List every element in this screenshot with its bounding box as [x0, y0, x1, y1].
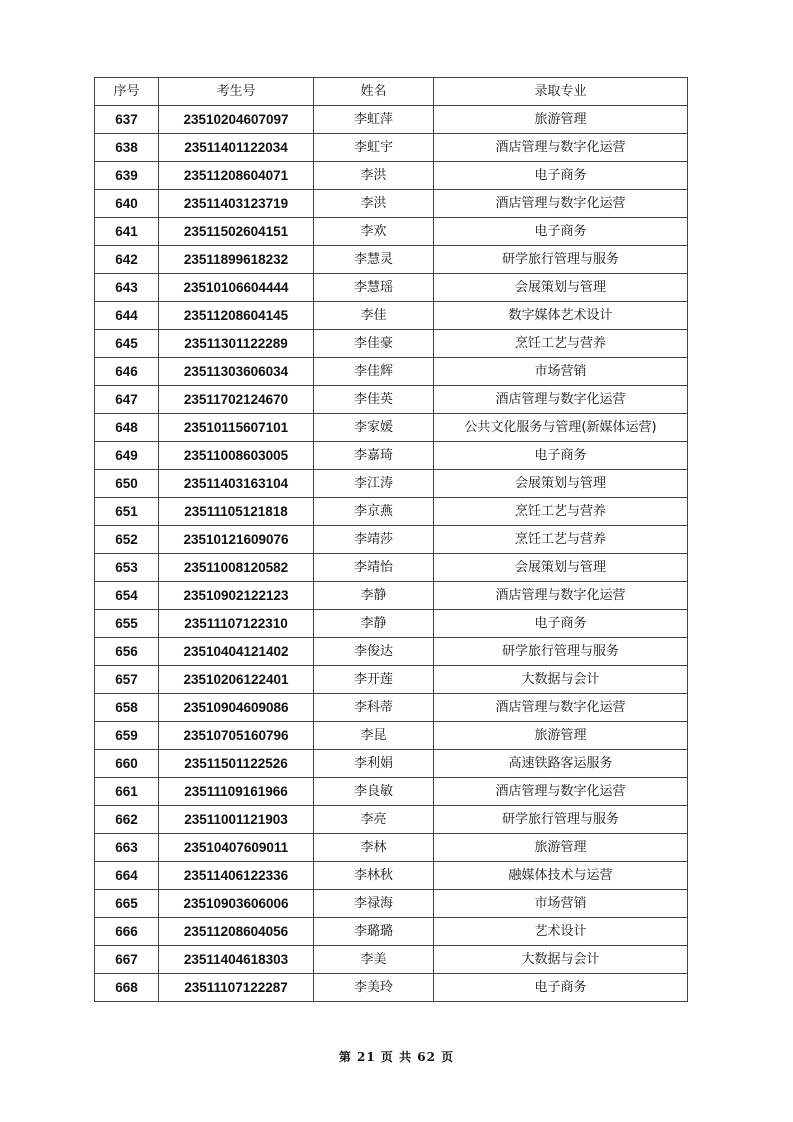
- row-index: 638: [95, 134, 159, 162]
- table-row: [95, 694, 688, 722]
- student-name: 李佳辉: [314, 358, 434, 386]
- table-row: [95, 134, 688, 162]
- exam-number: 23511403163104: [159, 470, 314, 498]
- exam-number: 23511501122526: [159, 750, 314, 778]
- table-row: [95, 414, 688, 442]
- student-name: 李虹宇: [314, 134, 434, 162]
- table-row: [95, 638, 688, 666]
- exam-number: 23511001121903: [159, 806, 314, 834]
- admitted-major: 艺术设计: [434, 918, 688, 946]
- admitted-major: 会展策划与管理: [434, 554, 688, 582]
- exam-number: 23511899618232: [159, 246, 314, 274]
- table-row: [95, 302, 688, 330]
- row-index: 666: [95, 918, 159, 946]
- page-footer: 第 21 页 共 62 页: [338, 1050, 455, 1064]
- row-index: 649: [95, 442, 159, 470]
- table-row: [95, 526, 688, 554]
- table-row: [95, 386, 688, 414]
- row-index: 656: [95, 638, 159, 666]
- row-index: 647: [95, 386, 159, 414]
- admitted-major: 电子商务: [434, 442, 688, 470]
- row-index: 650: [95, 470, 159, 498]
- admitted-major: 高速铁路客运服务: [434, 750, 688, 778]
- admitted-major: 旅游管理: [434, 722, 688, 750]
- table-row: [95, 106, 688, 134]
- admitted-major: 酒店管理与数字化运营: [434, 778, 688, 806]
- student-name: 李江涛: [314, 470, 434, 498]
- student-name: 李俊达: [314, 638, 434, 666]
- row-index: 643: [95, 274, 159, 302]
- admitted-major: 酒店管理与数字化运营: [434, 582, 688, 610]
- exam-number: 23511105121818: [159, 498, 314, 526]
- table-row: [95, 946, 688, 974]
- table-row: [95, 974, 688, 1002]
- header-major: 录取专业: [434, 78, 688, 106]
- exam-number: 23510705160796: [159, 722, 314, 750]
- student-name: 李开莲: [314, 666, 434, 694]
- admitted-major: 旅游管理: [434, 834, 688, 862]
- row-index: 661: [95, 778, 159, 806]
- admitted-major: 酒店管理与数字化运营: [434, 190, 688, 218]
- admitted-major: 数字媒体艺术设计: [434, 302, 688, 330]
- row-index: 648: [95, 414, 159, 442]
- student-name: 李洪: [314, 190, 434, 218]
- admitted-major: 研学旅行管理与服务: [434, 638, 688, 666]
- student-name: 李亮: [314, 806, 434, 834]
- row-index: 654: [95, 582, 159, 610]
- row-index: 640: [95, 190, 159, 218]
- admitted-major: 公共文化服务与管理(新媒体运营): [434, 414, 688, 442]
- admitted-major: 大数据与会计: [434, 946, 688, 974]
- exam-number: 23511208604145: [159, 302, 314, 330]
- table-row: [95, 498, 688, 526]
- student-name: 李虹萍: [314, 106, 434, 134]
- row-index: 642: [95, 246, 159, 274]
- admitted-major: 市场营销: [434, 358, 688, 386]
- table-row: [95, 470, 688, 498]
- exam-number: 23511208604056: [159, 918, 314, 946]
- student-name: 李禄海: [314, 890, 434, 918]
- admitted-major: 电子商务: [434, 974, 688, 1002]
- table-row: [95, 890, 688, 918]
- student-name: 李林秋: [314, 862, 434, 890]
- student-name: 李美玲: [314, 974, 434, 1002]
- admitted-major: 电子商务: [434, 218, 688, 246]
- exam-number: 23511208604071: [159, 162, 314, 190]
- admitted-major: 融媒体技术与运营: [434, 862, 688, 890]
- table-row: [95, 778, 688, 806]
- exam-number: 23511107122287: [159, 974, 314, 1002]
- table-row: [95, 666, 688, 694]
- student-name: 李京燕: [314, 498, 434, 526]
- row-index: 657: [95, 666, 159, 694]
- row-index: 662: [95, 806, 159, 834]
- table-row: [95, 862, 688, 890]
- row-index: 644: [95, 302, 159, 330]
- student-name: 李良敏: [314, 778, 434, 806]
- student-name: 李璐璐: [314, 918, 434, 946]
- admitted-major: 研学旅行管理与服务: [434, 246, 688, 274]
- table-row: [95, 554, 688, 582]
- exam-number: 23511401122034: [159, 134, 314, 162]
- row-index: 653: [95, 554, 159, 582]
- row-index: 663: [95, 834, 159, 862]
- student-name: 李洪: [314, 162, 434, 190]
- admitted-major: 会展策划与管理: [434, 470, 688, 498]
- student-name: 李嘉琦: [314, 442, 434, 470]
- row-index: 641: [95, 218, 159, 246]
- exam-number: 23510206122401: [159, 666, 314, 694]
- row-index: 639: [95, 162, 159, 190]
- exam-number: 23510204607097: [159, 106, 314, 134]
- student-name: 李慧灵: [314, 246, 434, 274]
- table-row: [95, 330, 688, 358]
- table-row: [95, 834, 688, 862]
- table-row: [95, 582, 688, 610]
- row-index: 645: [95, 330, 159, 358]
- table-row: [95, 162, 688, 190]
- exam-number: 23510904609086: [159, 694, 314, 722]
- student-name: 李佳: [314, 302, 434, 330]
- exam-number: 23511301122289: [159, 330, 314, 358]
- exam-number: 23511303606034: [159, 358, 314, 386]
- admitted-major: 研学旅行管理与服务: [434, 806, 688, 834]
- exam-number: 23511107122310: [159, 610, 314, 638]
- exam-number: 23510106604444: [159, 274, 314, 302]
- table-row: [95, 806, 688, 834]
- admitted-major: 烹饪工艺与营养: [434, 330, 688, 358]
- header-index: 序号: [95, 78, 159, 106]
- table-row: [95, 722, 688, 750]
- row-index: 651: [95, 498, 159, 526]
- exam-number: 23511404618303: [159, 946, 314, 974]
- exam-number: 23511008603005: [159, 442, 314, 470]
- student-name: 李昆: [314, 722, 434, 750]
- student-name: 李欢: [314, 218, 434, 246]
- exam-number: 23511502604151: [159, 218, 314, 246]
- row-index: 664: [95, 862, 159, 890]
- row-index: 658: [95, 694, 159, 722]
- row-index: 667: [95, 946, 159, 974]
- admitted-major: 会展策划与管理: [434, 274, 688, 302]
- exam-number: 23510115607101: [159, 414, 314, 442]
- table-row: [95, 358, 688, 386]
- table-row: [95, 918, 688, 946]
- table-row: [95, 442, 688, 470]
- row-index: 660: [95, 750, 159, 778]
- row-index: 646: [95, 358, 159, 386]
- student-name: 李美: [314, 946, 434, 974]
- table-row: [95, 190, 688, 218]
- row-index: 637: [95, 106, 159, 134]
- table-row: [95, 610, 688, 638]
- student-name: 李佳英: [314, 386, 434, 414]
- admitted-major: 烹饪工艺与营养: [434, 498, 688, 526]
- admitted-major: 电子商务: [434, 162, 688, 190]
- admitted-major: 酒店管理与数字化运营: [434, 386, 688, 414]
- exam-number: 23511403123719: [159, 190, 314, 218]
- row-index: 652: [95, 526, 159, 554]
- student-name: 李家媛: [314, 414, 434, 442]
- student-name: 李靖莎: [314, 526, 434, 554]
- admitted-major: 烹饪工艺与营养: [434, 526, 688, 554]
- admitted-major: 旅游管理: [434, 106, 688, 134]
- exam-number: 23510903606006: [159, 890, 314, 918]
- student-name: 李靖怡: [314, 554, 434, 582]
- admission-table: [94, 77, 688, 1002]
- student-name: 李利娟: [314, 750, 434, 778]
- student-name: 李静: [314, 582, 434, 610]
- table-row: [95, 218, 688, 246]
- student-name: 李静: [314, 610, 434, 638]
- row-index: 659: [95, 722, 159, 750]
- admitted-major: 酒店管理与数字化运营: [434, 694, 688, 722]
- exam-number: 23511008120582: [159, 554, 314, 582]
- exam-number: 23510407609011: [159, 834, 314, 862]
- admitted-major: 市场营销: [434, 890, 688, 918]
- student-name: 李佳豪: [314, 330, 434, 358]
- exam-number: 23510121609076: [159, 526, 314, 554]
- admitted-major: 电子商务: [434, 610, 688, 638]
- exam-number: 23511406122336: [159, 862, 314, 890]
- header-exam-number: 考生号: [159, 78, 314, 106]
- student-name: 李科蒂: [314, 694, 434, 722]
- student-name: 李林: [314, 834, 434, 862]
- row-index: 665: [95, 890, 159, 918]
- table-header-row: [95, 78, 688, 106]
- exam-number: 23511702124670: [159, 386, 314, 414]
- admitted-major: 大数据与会计: [434, 666, 688, 694]
- table-row: [95, 274, 688, 302]
- exam-number: 23510404121402: [159, 638, 314, 666]
- exam-number: 23510902122123: [159, 582, 314, 610]
- header-name: 姓名: [314, 78, 434, 106]
- admitted-major: 酒店管理与数字化运营: [434, 134, 688, 162]
- exam-number: 23511109161966: [159, 778, 314, 806]
- table-row: [95, 246, 688, 274]
- row-index: 655: [95, 610, 159, 638]
- student-name: 李慧瑶: [314, 274, 434, 302]
- row-index: 668: [95, 974, 159, 1002]
- table-row: [95, 750, 688, 778]
